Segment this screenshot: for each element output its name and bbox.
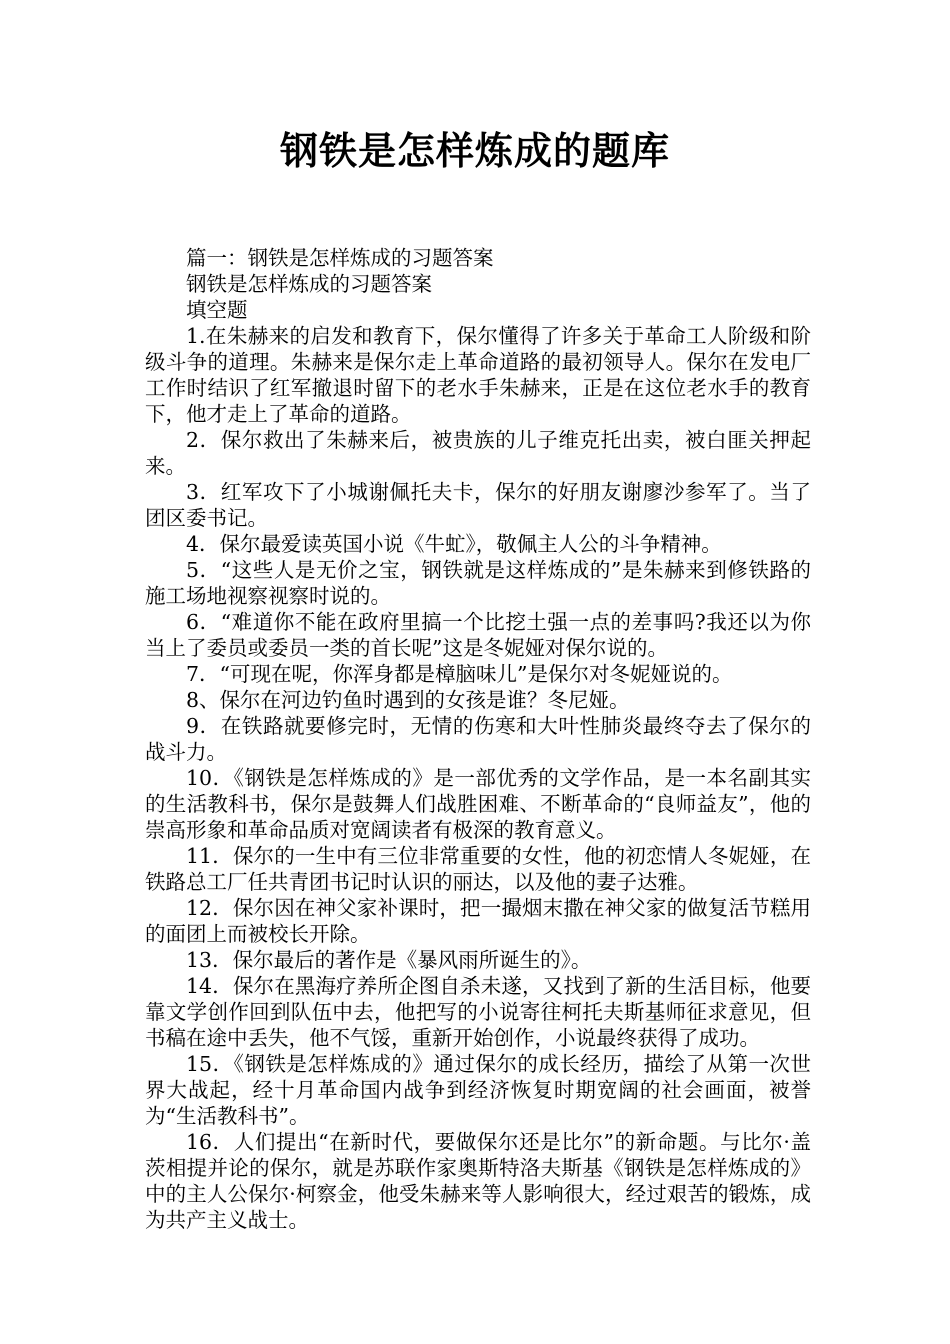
question-item: 7．“可现在呢，你浑身都是樟脑味儿”是保尔对冬妮娅说的。 (186, 662, 733, 686)
question-item: 11．保尔的一生中有三位非常重要的女性，他的初恋情人冬妮娅，在铁路总工厂任共青团书记时认识的丽达，以及他的妻子达雅。 (145, 844, 811, 894)
question-item: 6．“难道你不能在政府里搞一个比挖土强一点的差事吗?我还以为你当上了委员或委员一类的首长呢”这是冬妮娅对保尔说的。 (145, 610, 811, 660)
question-item: 8、保尔在河边钓鱼时遇到的女孩是谁？冬尼娅。 (186, 688, 630, 712)
question-item: 4．保尔最爱读英国小说《牛虻》，敬佩主人公的斗争精神。 (186, 532, 722, 556)
question-item: 5．“这些人是无价之宝，钢铁就是这样炼成的”是朱赫来到修铁路的施工场地视察视察时说的。 (145, 558, 811, 608)
question-item: 9．在铁路就要修完时，无情的伤寒和大叶性肺炎最终夺去了保尔的战斗力。 (145, 714, 811, 764)
question-item: 13．保尔最后的著作是《暴风雨所诞生的》。 (186, 948, 592, 972)
question-type-heading: 填空题 (186, 298, 248, 322)
question-item: 10．《钢铁是怎样炼成的》是一部优秀的文学作品，是一本名副其实的生活教科书，保尔是鼓舞人们战胜困难、不断革命的“良师益友”，他的崇高形象和革命品质对宽阔读者有极深的教育意义。 (145, 766, 811, 842)
section-heading: 篇一：钢铁是怎样炼成的习题答案 (186, 246, 494, 270)
subtitle: 钢铁是怎样炼成的习题答案 (186, 272, 432, 296)
question-item: 1.在朱赫来的启发和教育下，保尔懂得了许多关于革命工人阶级和阶级斗争的道理。朱赫来是保尔走上革命道路的最初领导人。保尔在发电厂工作时结识了红军撤退时留下的老水手朱赫来，正是在这位老水手的教育下，他才走上了革命的道路。 (145, 324, 811, 426)
document-body (145, 245, 811, 1233)
document-title: 钢铁是怎样炼成的题库 (279, 129, 670, 173)
question-item: 12．保尔因在神父家补课时，把一撮烟末撒在神父家的做复活节糕用的面团上而被校长开除。 (145, 896, 811, 946)
question-item: 15．《钢铁是怎样炼成的》通过保尔的成长经历，描绘了从第一次世界大战起，经十月革命国内战争到经济恢复时期宽阔的社会画面，被誉为“生活教科书”。 (145, 1052, 811, 1128)
question-item: 14．保尔在黑海疗养所企图自杀未遂，又找到了新的生活目标，他要靠文学创作回到队伍中去，他把写的小说寄往柯托夫斯基师征求意见，但书稿在途中丢失，他不气馁，重新开始创作，小说最终获得了成功。 (145, 974, 811, 1050)
question-item: 2．保尔救出了朱赫来后，被贵族的儿子维克托出卖，被白匪关押起来。 (145, 428, 811, 478)
question-item: 16．人们提出“在新时代，要做保尔还是比尔”的新命题。与比尔·盖茨相提并论的保尔，就是苏联作家奥斯特洛夫斯基《钢铁是怎样炼成的》中的主人公保尔·柯察金，他受朱赫来等人影响很大，经过艰苦的锻炼，成为共产主义战士。 (145, 1130, 811, 1232)
question-item: 3．红军攻下了小城谢佩托夫卡，保尔的好朋友谢廖沙参军了。当了团区委书记。 (145, 480, 811, 530)
